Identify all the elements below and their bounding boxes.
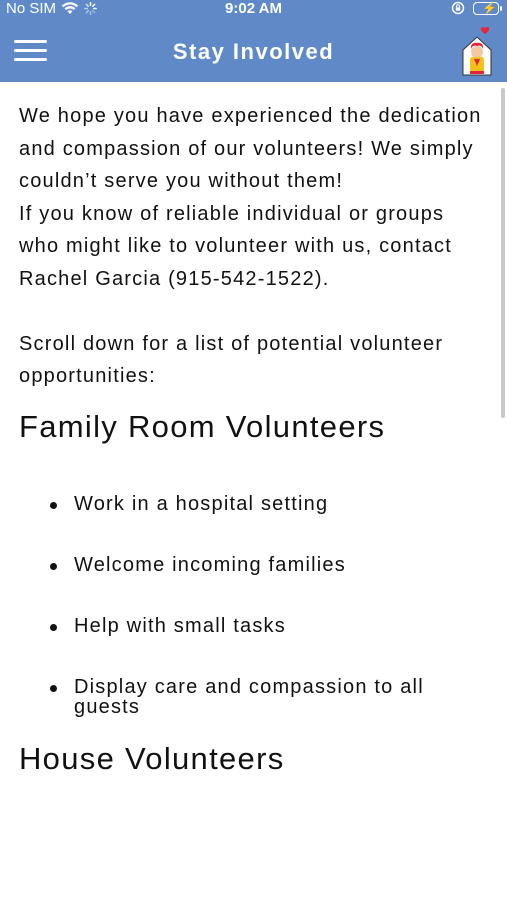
scrollbar[interactable] [501,88,505,418]
list-item-text: Help with small tasks [74,615,286,638]
ronald-mcdonald-house-logo[interactable] [461,26,493,76]
bullet-icon [50,685,57,692]
bullet-icon [50,624,57,631]
list-item-text: Display care and compassion to all guests [74,676,424,719]
list-item [19,555,489,575]
section-heading-house: House Volunteers [19,741,285,777]
battery-icon [473,2,499,15]
charging-bolt-icon: ⚡ [482,0,497,15]
family-room-list [19,494,489,717]
orientation-lock-icon [451,1,465,15]
status-right [451,1,499,15]
section-heading-family-room: Family Room Volunteers [19,408,386,444]
contact-paragraph: If you know of reliable individual or groups who might like to volunteer with us, contact Rachel Garcia (915-542-1522). [19,202,452,290]
scroll-hint-paragraph: Scroll down for a list of potential volunteer opportunities: [19,332,444,388]
status-bar [0,0,507,20]
list-item-text: Welcome incoming families [74,554,346,577]
intro-paragraph: We hope you have experienced the dedication and compassion of our volunteers! We simply couldn’t serve you without them! [19,105,482,193]
bullet-icon [50,502,57,509]
list-item [19,616,489,636]
bullet-icon [50,563,57,570]
list-item-text: Work in a hospital setting [74,493,329,516]
list-item [19,494,489,514]
status-time: 9:02 AM [225,0,282,17]
spacer [19,296,489,328]
navigation-bar [0,20,507,82]
carrier-label: No SIM [6,0,57,17]
main-content [19,100,489,776]
list-item [19,677,489,717]
page-title: Stay Involved [172,39,335,64]
